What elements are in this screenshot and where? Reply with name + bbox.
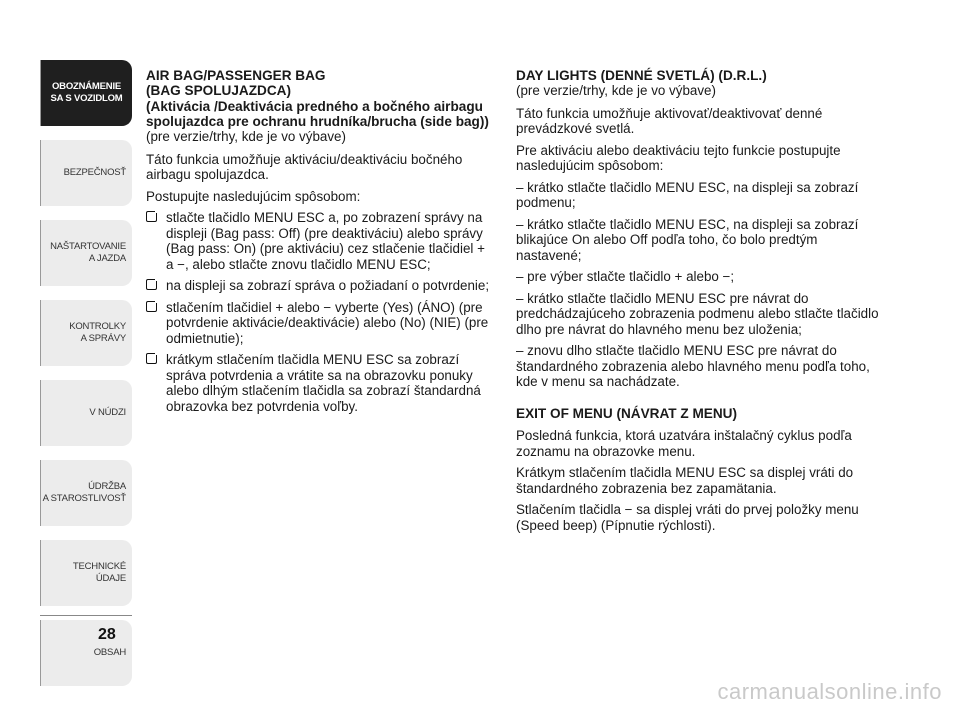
tab-label: V NÚDZI	[89, 407, 126, 418]
list-item: krátkym stlačením tlačidla MENU ESC sa zobrazí správa potvrdenia a vrátite sa na obrazovku ponuky alebo dlhým stlačením tlačidla sa zobrazí štandardná obrazovka bez potvrdenia voľby.	[146, 352, 496, 414]
page-number: 28	[98, 626, 116, 643]
tab-bezpecnost[interactable]	[40, 140, 132, 206]
tab-obsah[interactable]	[40, 620, 132, 686]
tab-kontrolky[interactable]	[40, 300, 132, 366]
tab-oboznamenie[interactable]	[40, 60, 132, 126]
tab-label: OBOZNÁMENIE SA S VOZIDLOM	[50, 81, 123, 104]
airbag-section	[146, 68, 496, 420]
tab-label: TECHNICKÉ ÚDAJE	[72, 561, 126, 584]
day-lights-section	[516, 68, 886, 539]
tab-label: BEZPEČNOSŤ	[63, 167, 126, 178]
section-spacer	[516, 396, 886, 406]
exit-paragraph: Stlačením tlačidla − sa displej vráti do prvej položky menu (Speed beep) (Pípnutie rýchlosti).	[516, 502, 859, 533]
day-lights-heading: DAY LIGHTS (DENNÉ SVETLÁ) (D.R.L.)	[516, 68, 767, 83]
checkbox-bullet-icon	[146, 211, 157, 222]
list-item: – znovu dlho stlačte tlačidlo MENU ESC pre návrat do štandardného zobrazenia alebo hlavného menu podľa toho, kde v menu sa nachádzate.	[516, 343, 870, 390]
watermark: carmanualsonline.info	[717, 679, 942, 704]
tab-nastartovanie[interactable]	[40, 220, 132, 286]
airbag-version-note: (pre verzie/trhy, kde je vo výbave)	[146, 129, 346, 145]
tab-label: OBSAH	[93, 647, 126, 658]
day-lights-intro: Táto funkcia umožňuje aktivovať/deaktivovať denné prevádzkové svetlá.	[516, 105, 823, 137]
chapter-sidebar	[40, 60, 132, 700]
airbag-description-heading: (Aktivácia /Deaktivácia predného a bočného airbagu spolujazdca pre ochranu hrudníka/brucha (side bag))	[146, 98, 489, 129]
tab-label: KONTROLKY A SPRÁVY	[69, 321, 126, 344]
list-item: – krátko stlačte tlačidlo MENU ESC, na displeji sa zobrazí blikajúce On alebo Off podľa toho, čo bolo predtým nastavené;	[516, 216, 859, 263]
sidebar-divider	[40, 615, 132, 616]
tab-udrzba[interactable]	[40, 460, 132, 526]
airbag-heading: AIR BAG/PASSENGER BAG	[146, 68, 326, 83]
exit-menu-heading: EXIT OF MENU (NÁVRAT Z MENU)	[516, 405, 738, 421]
exit-paragraph: Posledná funkcia, ktorá uzatvára inštalačný cyklus podľa zoznamu na obrazovke menu.	[516, 428, 852, 459]
airbag-procedure: Postupujte nasledujúcim spôsobom:	[146, 188, 361, 204]
list-item: stlačte tlačidlo MENU ESC a, po zobrazení správy na displeji (Bag pass: Off) (pre deaktiváciu) alebo správy (Bag pass: On) (pre aktiváciu) cez stlačenie tlačidiel + a −, alebo stlačte znovu tlačidlo MENU ESC;	[146, 210, 496, 272]
list-item: – pre výber stlačte tlačidlo + alebo −;	[516, 269, 735, 285]
tab-label: NAŠTARTOVANIE A JAZDA	[50, 241, 126, 264]
airbag-intro: Táto funkcia umožňuje aktiváciu/deaktiváciu bočného airbagu spolujazdca.	[146, 151, 463, 183]
list-item: stlačením tlačidiel + alebo − vyberte (Yes) (ÁNO) (pre potvrdenie aktivácie/deaktivácie) alebo (No) (NIE) (pre odmietnutie);	[146, 300, 496, 347]
checkbox-bullet-icon	[146, 353, 157, 364]
tab-label: ÚDRŽBA A STAROSTLIVOSŤ	[42, 481, 126, 504]
checkbox-bullet-icon	[146, 279, 157, 290]
list-item: – krátko stlačte tlačidlo MENU ESC pre návrat do predchádzajúceho zobrazenia podmenu alebo stlačte tlačidlo dlho pre návrat do hlavného menu bez uloženia;	[516, 290, 879, 337]
tab-technicke[interactable]	[40, 540, 132, 606]
list-item: – krátko stlačte tlačidlo MENU ESC, na displeji sa zobrazí podmenu;	[516, 179, 859, 211]
airbag-subheading: (BAG SPOLUJAZDCA)	[146, 83, 291, 99]
day-lights-version-note: (pre verzie/trhy, kde je vo výbave)	[516, 83, 716, 99]
airbag-steps	[146, 210, 496, 414]
exit-paragraph: Krátkym stlačením tlačidla MENU ESC sa displej vráti do štandardného zobrazenia bez zapamätania.	[516, 465, 854, 496]
day-lights-procedure: Pre aktiváciu alebo deaktiváciu tejto funkcie postupujte nasledujúcim spôsobom:	[516, 142, 841, 174]
checkbox-bullet-icon	[146, 301, 157, 312]
list-item: na displeji sa zobrazí správa o požiadaní o potvrdenie;	[146, 278, 496, 294]
tab-v-nudzi[interactable]	[40, 380, 132, 446]
